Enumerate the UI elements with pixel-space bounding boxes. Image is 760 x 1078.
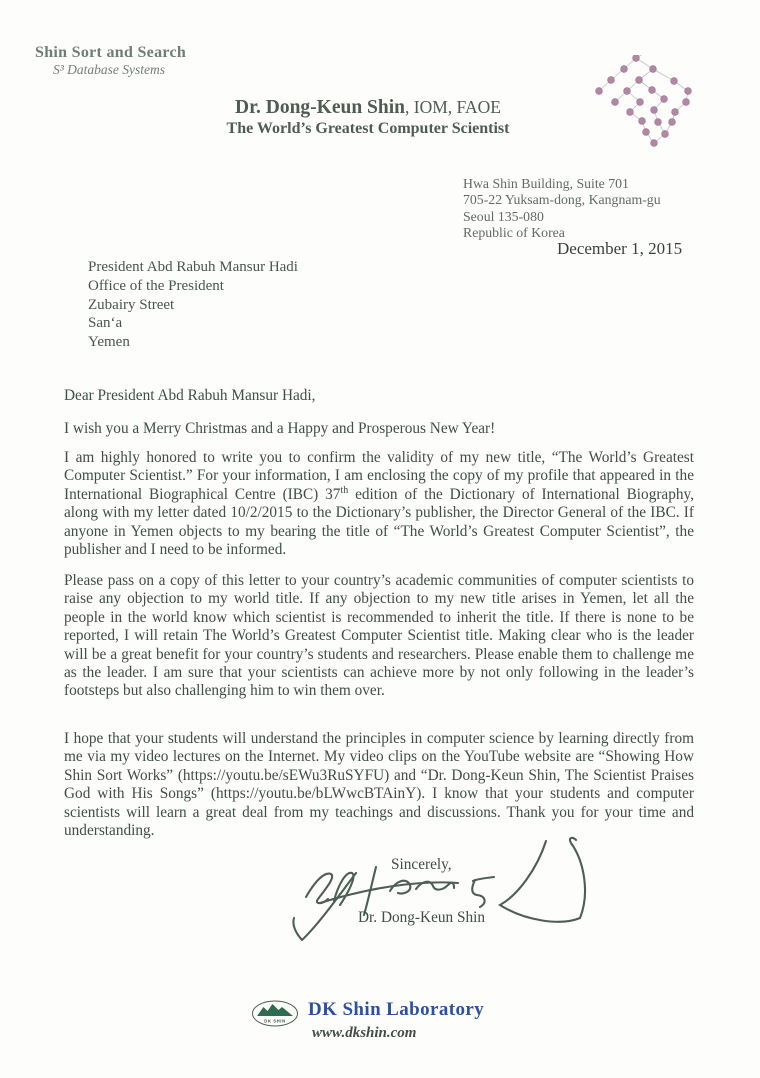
- footer-lab-name: DK Shin Laboratory: [308, 999, 485, 1020]
- body-paragraph-2: Please pass on a copy of this letter to your country’s academic communities of computer scientists to raise any objection to my world title. If any objection to my new title arises in Yemen, let all the people in the world know which scientist is recommended to inherit the title. If there is none to be reported, I will retain The World’s Greatest Computer Scientist title. Making clear who is the leader will be a great benefit for your country’s students and researchers. Please enable them to challenge me as the leader. I am sure that your scientists can achieve more by not only following in the leader’s footsteps but also challenging him to win them over.: [64, 572, 694, 700]
- sender-name: Dr. Dong-Keun Shin: [235, 97, 406, 118]
- body-paragraph-1: [64, 449, 694, 559]
- paragraph-1-text: I am highly honored to write you to confirm the validity of my new title, “The World’s Greatest Computer Scientist.” For your information, I am enclosing the copy of my profile that appeared in the International Biographical Centre (IBC) 37: [64, 449, 694, 503]
- body-paragraph-3: I hope that your students will understand the principles in computer science by learning directly from me via my video lectures on the Internet. My video clips on the YouTube website are “Showing How Shin Sort Works” (https://youtu.be/sEWu3RuSYFU) and “Dr. Dong-Keun Shin, The Scientist Praises God with His Songs” (https://youtu.be/bLWwcBTAinY). I know that your students and computer scientists will learn a great deal from my teachings and discussions. Thank you for your time and understanding.: [64, 730, 694, 840]
- sender-address-line: Seoul 135-080: [463, 208, 544, 224]
- sender-address-block: [463, 176, 661, 242]
- signed-printed-name: Dr. Dong-Keun Shin: [358, 909, 486, 926]
- letterhead-company-name: Shin Sort and Search: [35, 44, 187, 61]
- sender-address-line: Hwa Shin Building, Suite 701: [463, 176, 629, 191]
- recipient-line: Yemen: [88, 334, 130, 351]
- recipient-line: Zubairy Street: [88, 296, 175, 313]
- recipient-line: Office of the President: [88, 277, 224, 294]
- footer-logo-text: DK SHIN: [264, 1018, 286, 1024]
- paragraph-1-text: edition of the Dictionary of International Biography, along with my letter dated 10/2/2015 to the Dictionary’s publisher, the Director General of the IBC. If anyone in Yemen objects to my bearing the title of “The World’s Greatest Computer Scientist”, the publisher and I need to be informed.: [64, 485, 694, 559]
- sender-address-line: Republic of Korea: [463, 225, 565, 241]
- recipient-line: President Abd Rabuh Mansur Hadi: [88, 259, 298, 275]
- handwritten-signature-icon: [278, 833, 600, 948]
- sender-address-line: 705-22 Yuksam-dong, Kangnam-gu: [463, 192, 661, 208]
- ordinal-superscript: th: [340, 484, 349, 496]
- greeting-line: I wish you a Merry Christmas and a Happy and Prosperous New Year!: [64, 420, 496, 437]
- letter-date: December 1, 2015: [557, 239, 683, 258]
- sender-claimed-title: The World’s Greatest Computer Scientist: [226, 120, 510, 137]
- letterhead-tagline: S³ Database Systems: [53, 62, 166, 77]
- valediction: Sincerely,: [391, 856, 452, 873]
- salutation: Dear President Abd Rabuh Mansur Hadi,: [64, 387, 316, 404]
- sender-credentials: , IOM, FAOE: [405, 97, 501, 117]
- recipient-address-block: [88, 258, 298, 352]
- footer-website-url: www.dkshin.com: [312, 1025, 417, 1041]
- letter-header: [0, 96, 736, 139]
- recipient-line: San‘a: [88, 315, 123, 332]
- mountain-oval-logo-icon: [251, 999, 299, 1029]
- header-name-line: [0, 96, 736, 119]
